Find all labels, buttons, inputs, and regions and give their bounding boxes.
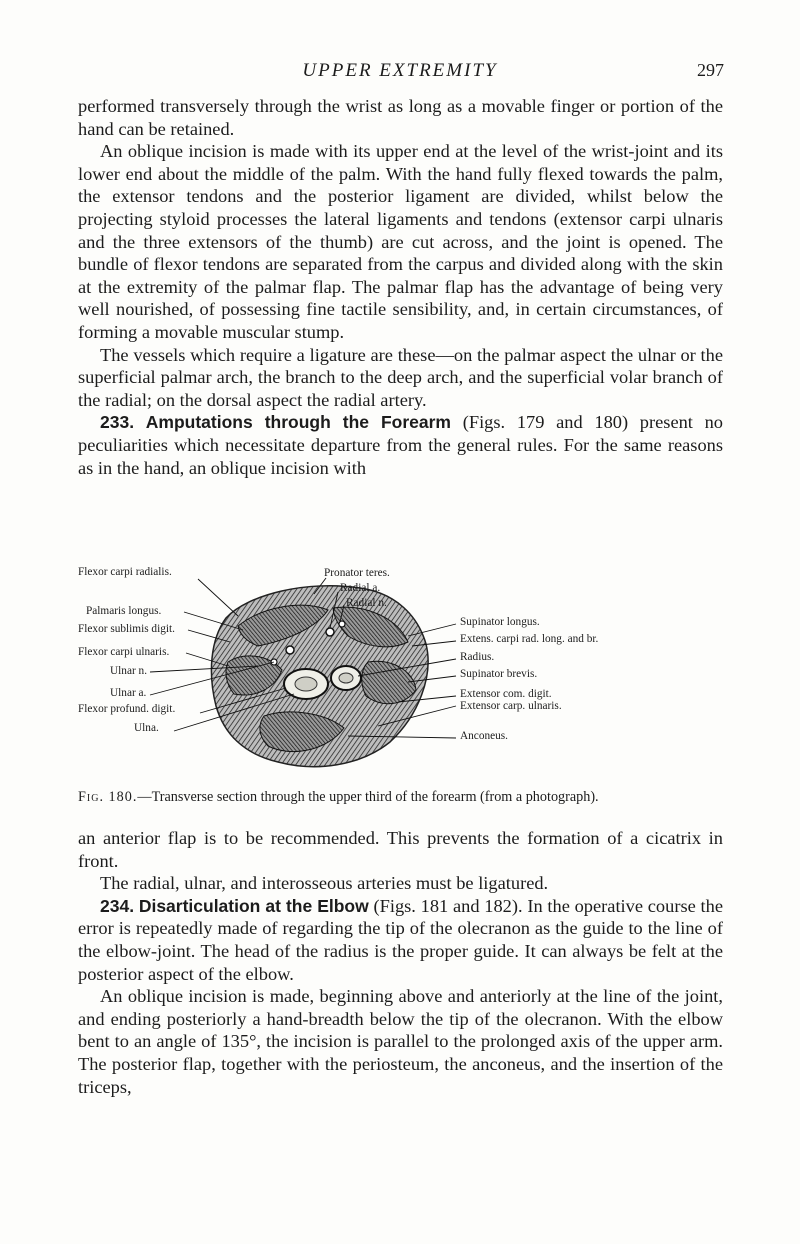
figure-180 xyxy=(78,566,723,776)
figure-label: Radial n. xyxy=(346,597,387,609)
paragraph: an anterior flap is to be recommended. This prevents the formation of a cicatrix in front. xyxy=(78,828,723,871)
figure-label: Flexor carpi ulnaris. xyxy=(78,646,170,658)
figure-label: Supinator longus. xyxy=(460,616,540,628)
running-head: UPPER EXTREMITY xyxy=(302,60,498,81)
figure-label: Extensor carp. ulnaris. xyxy=(460,700,562,712)
section-title: Disarticulation at the Elbow xyxy=(138,895,369,916)
figure-label: Ulnar n. xyxy=(110,665,148,677)
paragraph: An oblique incision is made, beginning above and anteriorly at the line of the joint, and ending posteriorly a hand-breadth below the tip of the olecranon. With the elbow bent to an angle of 135°, the incision is parallel to the prolonged axis of the upper arm. The posterior flap, together with the periosteum, the anconeus, and the insertion of the triceps, xyxy=(78,986,723,1097)
section-number: 234. xyxy=(100,895,135,916)
figure-label: Flexor sublimis digit. xyxy=(78,623,175,635)
body-text-bottom xyxy=(78,827,723,1098)
figure-label: Radial a. xyxy=(340,582,381,594)
body-text-top xyxy=(78,95,723,479)
section-number: 233. xyxy=(100,412,135,433)
figure-label: Flexor profund. digit. xyxy=(78,703,176,715)
section-text: (Figs. 181 and 182). In the operative course the error is repeatedly made of regarding the tip of the olecranon as the guide to the line of the elbow-joint. The head of the radius is the proper guide. It can always be felt at the posterior aspect of the elbow. xyxy=(78,895,723,984)
caption-label: Fig. 180. xyxy=(78,789,138,805)
figure-label: Extensor com. digit. xyxy=(460,688,552,700)
section-233 xyxy=(78,411,723,479)
paragraph: performed transversely through the wrist as long as a movable finger or portion of the hand can be retained. xyxy=(78,96,723,139)
figure-label: Anconeus. xyxy=(460,730,509,742)
section-234 xyxy=(78,895,723,985)
paragraph: The vessels which require a ligature are these—on the palmar aspect the ulnar or the superficial palmar arch, the branch to the deep arch, and the superficial volar branch of the radial; on the dorsal aspect the radial artery. xyxy=(78,344,723,410)
figure-label: Palmaris longus. xyxy=(86,605,162,617)
figure-label: Ulnar a. xyxy=(110,687,147,699)
paragraph: An oblique incision is made with its upper end at the level of the wrist-joint and its lower end about the middle of the palm. With the hand fully flexed towards the palm, the extensor tendons and the posterior ligament are divided, whilst below the projecting styloid processes the lateral ligaments and tendons (extensor carpi ulnaris and the three extensors of the thumb) are cut across, and the joint is opened. The bundle of flexor tendons are separated from the carpus and divided along with the skin at the extremity of the palmar flap. The palmar flap has the advantage of being very well nourished, of possessing fine tactile sensibility, and, in certain circumstances, of forming a movable muscular stump. xyxy=(78,141,723,342)
figure-caption xyxy=(78,789,723,806)
figure-label: Flexor carpi radialis. xyxy=(78,566,172,578)
section-text: (Figs. 179 and 180) present no peculiarities which necessitate departure from the general rules. For the same reasons as in the hand, an oblique incision with xyxy=(78,412,724,478)
section-title: Amputations through the Forearm xyxy=(145,412,451,433)
forearm-cross-section-illustration xyxy=(78,566,723,776)
figure-label: Extens. carpi rad. long. and br. xyxy=(460,633,599,645)
figure-label: Radius. xyxy=(460,651,495,663)
figure-label: Ulna. xyxy=(134,722,159,734)
page-number: 297 xyxy=(697,60,724,80)
page-header xyxy=(0,60,800,84)
figure-label: Pronator teres. xyxy=(324,567,390,579)
caption-text: —Transverse section through the upper third of the forearm (from a photograph). xyxy=(137,789,599,805)
figure-label: Supinator brevis. xyxy=(460,668,538,680)
paragraph: The radial, ulnar, and interosseous arteries must be ligatured. xyxy=(100,873,549,894)
